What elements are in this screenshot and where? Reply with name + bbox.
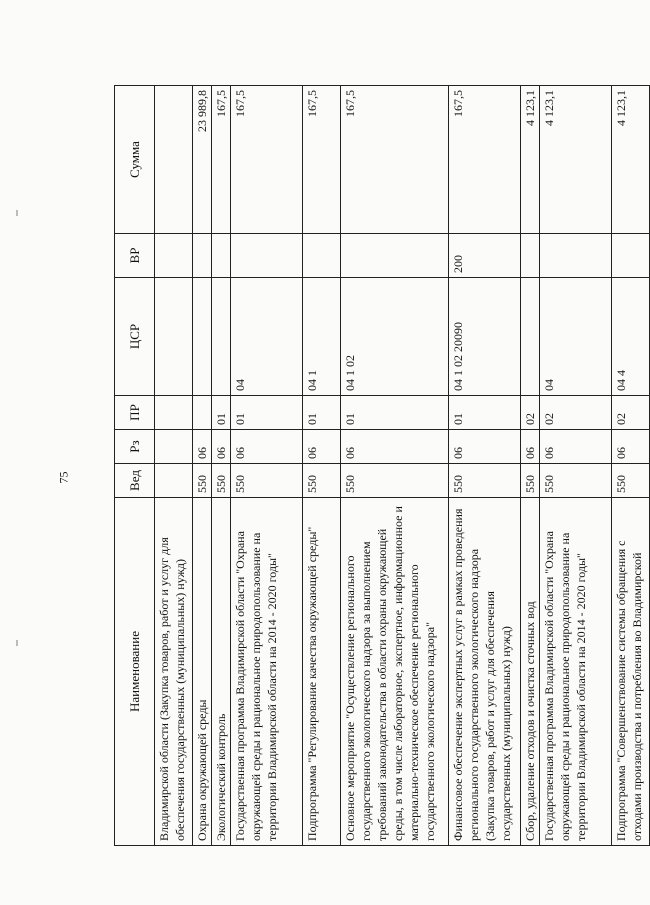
cell-vr xyxy=(193,234,212,278)
cell-pr: 01 xyxy=(341,396,449,430)
cell-sum xyxy=(155,86,193,234)
cell-name: Охрана окружающей среды xyxy=(193,498,212,846)
cell-name: Основное мероприятие "Осуществление регионального государственного экологического надзора за выполнением требований законодательства в области охраны окружающей среды, в том числе лабораторное, экспертное, информационное и материально-техническое обеспечение регионального государственного экологического надзора" xyxy=(341,498,449,846)
table-row xyxy=(155,86,193,846)
table-row xyxy=(449,86,521,846)
cell-rz xyxy=(155,430,193,464)
table-row xyxy=(303,86,341,846)
cell-vr xyxy=(540,234,612,278)
cell-sum: 167,5 xyxy=(231,86,303,234)
cell-csr xyxy=(155,278,193,396)
cell-csr xyxy=(212,278,231,396)
cell-pr: 02 xyxy=(612,396,650,430)
cell-name: Экологический контроль xyxy=(212,498,231,846)
cell-ved: 550 xyxy=(540,464,612,498)
table-row xyxy=(612,86,650,846)
cell-csr xyxy=(193,278,212,396)
table-header-row xyxy=(115,86,155,846)
cell-ved: 550 xyxy=(212,464,231,498)
cell-rz: 06 xyxy=(612,430,650,464)
cell-name: Сбор, удаление отходов и очистка сточных вод xyxy=(521,498,540,846)
budget-table-sheet xyxy=(114,86,644,846)
cell-pr xyxy=(193,396,212,430)
cell-csr: 04 xyxy=(540,278,612,396)
cell-vr xyxy=(612,234,650,278)
cell-sum: 4 123,1 xyxy=(612,86,650,234)
header-vr: ВР xyxy=(115,234,155,278)
cell-rz: 06 xyxy=(303,430,341,464)
cell-name: Владимирской области (Закупка товаров, работ и услуг для обеспечения государственных (муниципальных) нужд) xyxy=(155,498,193,846)
cell-vr xyxy=(155,234,193,278)
cell-sum: 167,5 xyxy=(449,86,521,234)
table-row xyxy=(341,86,449,846)
cell-pr: 01 xyxy=(231,396,303,430)
cell-csr: 04 1 02 xyxy=(341,278,449,396)
cell-rz: 06 xyxy=(521,430,540,464)
header-rz: Рз xyxy=(115,430,155,464)
cell-vr: 200 xyxy=(449,234,521,278)
cell-ved: 550 xyxy=(521,464,540,498)
cell-pr: 02 xyxy=(540,396,612,430)
cell-vr xyxy=(231,234,303,278)
cell-name: Государственная программа Владимирской области "Охрана окружающей среды и рациональное природопользование на территории Владимирской области на 2014 - 2020 годы" xyxy=(540,498,612,846)
cell-name: Подпрограмма "Регулирование качества окружающей среды" xyxy=(303,498,341,846)
table-row xyxy=(521,86,540,846)
cell-name: Государственная программа Владимирской области "Охрана окружающей среды и рациональное природопользование на территории Владимирской области на 2014 - 2020 годы" xyxy=(231,498,303,846)
cell-pr: 01 xyxy=(449,396,521,430)
cell-vr xyxy=(341,234,449,278)
cell-ved: 550 xyxy=(341,464,449,498)
cell-sum: 4 123,1 xyxy=(540,86,612,234)
cell-name: Подпрограмма "Совершенствование системы обращения с отходами производства и потребления во Владимирской xyxy=(612,498,650,846)
cell-name: Финансовое обеспечение экспертных услуг в рамках проведения регионального государственного экологического надзора (Закупка товаров, работ и услуг для обеспечения государственных (муниципальных) нужд) xyxy=(449,498,521,846)
cell-ved: 550 xyxy=(193,464,212,498)
cell-ved: 550 xyxy=(612,464,650,498)
budget-table xyxy=(114,85,650,846)
cell-csr: 04 xyxy=(231,278,303,396)
cell-ved: 550 xyxy=(231,464,303,498)
table-row xyxy=(212,86,231,846)
cell-pr: 01 xyxy=(303,396,341,430)
cell-vr xyxy=(521,234,540,278)
cell-ved: 550 xyxy=(449,464,521,498)
cell-pr: 02 xyxy=(521,396,540,430)
cell-sum: 167,5 xyxy=(303,86,341,234)
cell-rz: 06 xyxy=(540,430,612,464)
cell-sum: 167,5 xyxy=(212,86,231,234)
cell-csr xyxy=(521,278,540,396)
header-ved: Вед xyxy=(115,464,155,498)
cell-csr: 04 1 xyxy=(303,278,341,396)
cell-rz: 06 xyxy=(231,430,303,464)
header-sum: Сумма xyxy=(115,86,155,234)
cell-sum: 167,5 xyxy=(341,86,449,234)
header-name: Наименование xyxy=(115,498,155,846)
cell-sum: 4 123,1 xyxy=(521,86,540,234)
cell-csr: 04 4 xyxy=(612,278,650,396)
cell-pr: 01 xyxy=(212,396,231,430)
cell-ved: 550 xyxy=(303,464,341,498)
scan-edge-mark xyxy=(16,640,18,646)
header-csr: ЦСР xyxy=(115,278,155,396)
table-row xyxy=(231,86,303,846)
page-number: 75 xyxy=(56,471,71,484)
cell-rz: 06 xyxy=(212,430,231,464)
cell-vr xyxy=(303,234,341,278)
table-row xyxy=(193,86,212,846)
cell-rz: 06 xyxy=(193,430,212,464)
cell-rz: 06 xyxy=(449,430,521,464)
cell-csr: 04 1 02 20090 xyxy=(449,278,521,396)
cell-rz: 06 xyxy=(341,430,449,464)
cell-sum: 23 989,8 xyxy=(193,86,212,234)
header-pr: ПР xyxy=(115,396,155,430)
table-row xyxy=(540,86,612,846)
scan-edge-mark xyxy=(16,210,18,216)
cell-pr xyxy=(155,396,193,430)
cell-vr xyxy=(212,234,231,278)
cell-ved xyxy=(155,464,193,498)
